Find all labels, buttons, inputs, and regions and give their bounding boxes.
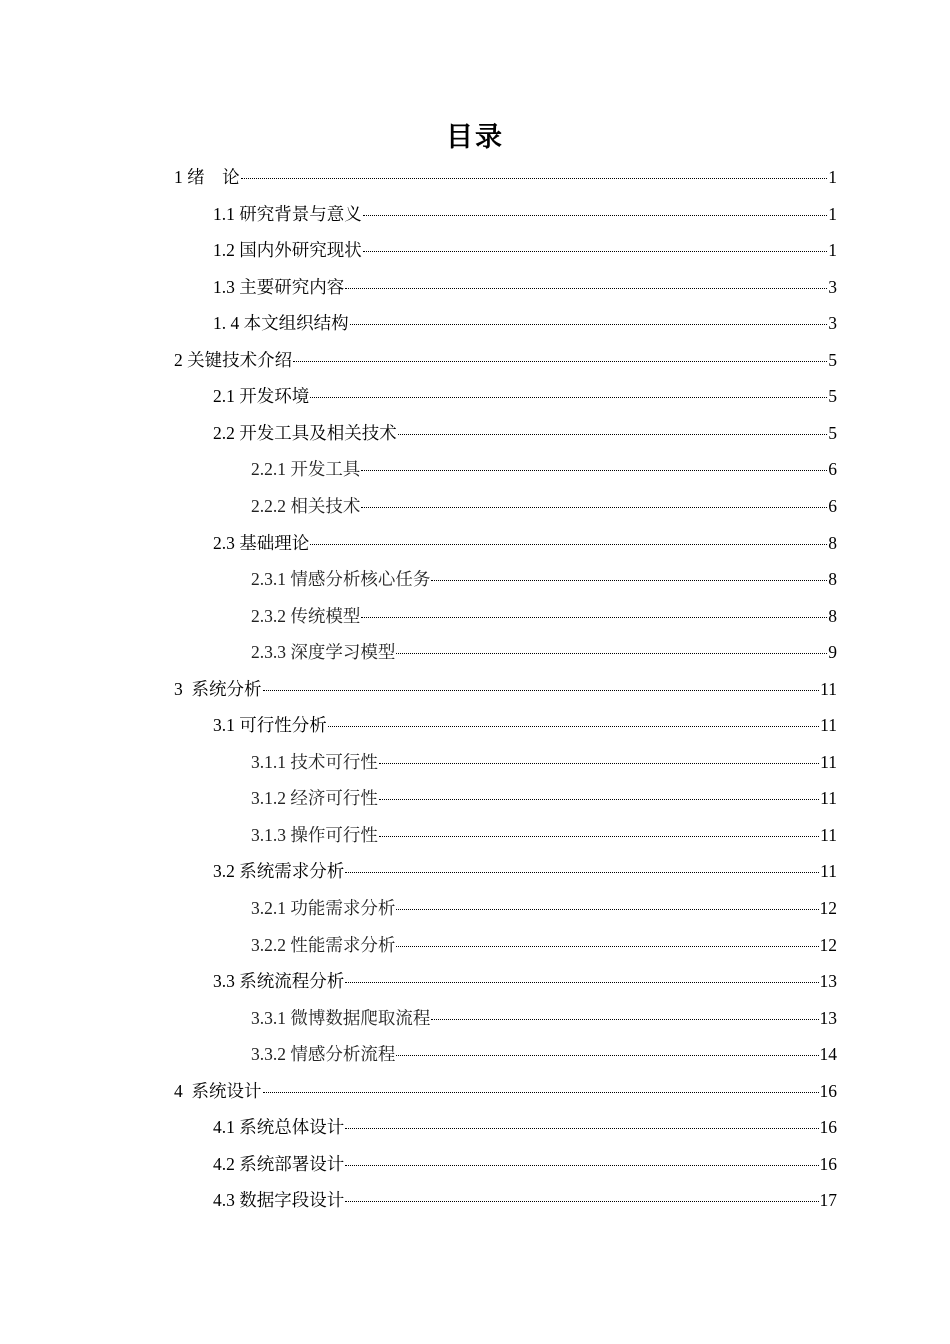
toc-entry-page-number: 16 <box>819 1117 837 1138</box>
toc-entry[interactable] <box>251 491 837 521</box>
toc-leader-dots <box>345 872 819 873</box>
toc-entry[interactable] <box>213 856 837 886</box>
toc-leader-dots <box>361 507 827 508</box>
toc-leader-dots <box>263 1092 819 1093</box>
toc-entry[interactable] <box>213 966 837 996</box>
toc-leader-dots <box>345 982 818 983</box>
toc-entry-title: 2.2.2 相关技术 <box>251 495 361 516</box>
toc-leader-dots <box>263 690 820 691</box>
toc-entry-title: 1.3 主要研究内容 <box>213 276 345 297</box>
toc-entry-page-number: 5 <box>828 422 837 443</box>
toc-entry-title: 3.1 可行性分析 <box>213 715 327 736</box>
toc-entry-page-number: 12 <box>819 934 837 955</box>
toc-leader-dots <box>379 799 819 800</box>
toc-entry-page-number: 13 <box>819 971 837 992</box>
toc-entry[interactable] <box>251 601 837 631</box>
toc-leader-dots <box>345 1165 818 1166</box>
toc-entry[interactable] <box>213 308 837 338</box>
toc-entry[interactable] <box>251 893 837 923</box>
toc-entry[interactable] <box>251 820 837 850</box>
toc-leader-dots <box>363 215 828 216</box>
toc-leader-dots <box>328 726 819 727</box>
toc-leader-dots <box>345 1128 818 1129</box>
toc-entry-page-number: 8 <box>828 532 837 553</box>
toc-entry-title: 3.2.2 性能需求分析 <box>251 934 396 955</box>
toc-entry[interactable] <box>251 1039 837 1069</box>
toc-leader-dots <box>396 1055 818 1056</box>
toc-entry[interactable] <box>251 783 837 813</box>
toc-entry-title: 3.2 系统需求分析 <box>213 861 345 882</box>
toc-leader-dots <box>361 617 827 618</box>
toc-entry-page-number: 1 <box>828 203 837 224</box>
toc-entry-page-number: 17 <box>819 1190 837 1211</box>
toc-leader-dots <box>431 580 827 581</box>
toc-entry-page-number: 6 <box>828 495 837 516</box>
toc-leader-dots <box>310 544 827 545</box>
toc-entry-page-number: 16 <box>819 1080 837 1101</box>
toc-entry-title: 4 系统设计 <box>174 1080 262 1101</box>
toc-entry[interactable] <box>251 564 837 594</box>
toc-entry-page-number: 8 <box>828 569 837 590</box>
toc-entry-title: 2.3.2 传统模型 <box>251 605 361 626</box>
toc-entry-title: 3.1.2 经济可行性 <box>251 788 378 809</box>
toc-entry-title: 3.1.1 技术可行性 <box>251 751 378 772</box>
toc-entry-title: 2.1 开发环境 <box>213 386 310 407</box>
toc-leader-dots <box>398 434 828 435</box>
toc-entry-title: 3.2.1 功能需求分析 <box>251 898 396 918</box>
toc-entry-title: 2.3.3 深度学习模型 <box>251 642 396 663</box>
toc-entry-title: 2.2 开发工具及相关技术 <box>213 422 397 443</box>
toc-entry[interactable] <box>213 1185 837 1215</box>
toc-entry-page-number: 12 <box>819 898 837 918</box>
toc-entry[interactable] <box>251 1003 837 1033</box>
toc-entry-page-number: 11 <box>820 861 837 882</box>
toc-entry-title: 1 绪 论 <box>174 167 240 187</box>
toc-entry-title: 2 关键技术介绍 <box>174 349 293 370</box>
toc-leader-dots <box>396 946 818 947</box>
toc-entry[interactable] <box>213 710 837 740</box>
toc-entry-title: 4.3 数据字段设计 <box>213 1190 345 1211</box>
toc-entry-title: 2.2.1 开发工具 <box>251 459 361 480</box>
toc-entry[interactable] <box>174 345 837 375</box>
toc-entry[interactable] <box>213 381 837 411</box>
toc-leader-dots <box>379 836 819 837</box>
toc-entry[interactable] <box>174 1076 837 1106</box>
toc-leader-dots <box>345 1201 818 1202</box>
toc-entry-page-number: 3 <box>828 313 837 334</box>
toc-entry-title: 3.1.3 操作可行性 <box>251 824 378 845</box>
toc-leader-dots <box>361 470 827 471</box>
toc-entry-title: 3.3 系统流程分析 <box>213 971 345 992</box>
toc-entry[interactable] <box>251 747 837 777</box>
toc-leader-dots <box>379 763 819 764</box>
toc-entry-page-number: 11 <box>820 751 837 772</box>
toc-entry[interactable] <box>213 528 837 558</box>
toc-entry-page-number: 13 <box>819 1007 837 1028</box>
toc-entry-page-number: 5 <box>828 349 837 370</box>
toc-entry-page-number: 8 <box>828 605 837 626</box>
toc-leader-dots <box>241 178 828 179</box>
toc-leader-dots <box>363 251 828 252</box>
toc-entry-title: 3 系统分析 <box>174 678 262 699</box>
toc-entry-title: 2.3.1 情感分析核心任务 <box>251 569 431 590</box>
toc-entry[interactable] <box>213 272 837 302</box>
toc-entry[interactable] <box>213 235 837 265</box>
toc-leader-dots <box>345 288 827 289</box>
toc-entry[interactable] <box>174 674 837 704</box>
toc-entry-title: 3.3.2 情感分析流程 <box>251 1044 396 1065</box>
toc-entry-page-number: 1 <box>828 167 837 187</box>
toc-entry-title: 3.3.1 微博数据爬取流程 <box>251 1007 431 1028</box>
toc-entry[interactable] <box>251 637 837 667</box>
toc-entry-page-number: 16 <box>819 1153 837 1174</box>
toc-entry-title: 1.2 国内外研究现状 <box>213 240 362 261</box>
toc-entry-title: 4.1 系统总体设计 <box>213 1117 345 1138</box>
toc-entry[interactable] <box>251 454 837 484</box>
toc-leader-dots <box>293 361 827 362</box>
toc-entry-page-number: 11 <box>820 824 837 845</box>
toc-entry-page-number: 14 <box>819 1044 837 1065</box>
toc-entry[interactable] <box>174 162 837 192</box>
toc-entry[interactable] <box>213 199 837 229</box>
toc-entry-page-number: 3 <box>828 276 837 297</box>
toc-entry-page-number: 11 <box>820 788 837 809</box>
toc-entry-page-number: 1 <box>828 240 837 261</box>
toc-entry[interactable] <box>213 418 837 448</box>
toc-entry[interactable] <box>213 1149 837 1179</box>
toc-leader-dots <box>396 653 827 654</box>
toc-leader-dots <box>431 1019 818 1020</box>
toc-entry-page-number: 6 <box>828 459 837 480</box>
toc-entry-title: 4.2 系统部署设计 <box>213 1153 345 1174</box>
toc-entry-title: 2.3 基础理论 <box>213 532 310 553</box>
toc-leader-dots <box>396 909 818 910</box>
toc-leader-dots <box>350 324 828 325</box>
toc-entry-title: 1.1 研究背景与意义 <box>213 203 362 224</box>
toc-entry[interactable] <box>213 1112 837 1142</box>
toc-entry-page-number: 9 <box>828 642 837 663</box>
toc-entry[interactable] <box>251 930 837 960</box>
toc-entry-title: 1. 4 本文组织结构 <box>213 313 349 334</box>
toc-entry-page-number: 5 <box>828 386 837 407</box>
toc-entry-page-number: 11 <box>820 715 837 736</box>
page-title: 目录 <box>446 122 504 153</box>
toc-entry-page-number: 11 <box>820 678 837 699</box>
toc-leader-dots <box>310 397 827 398</box>
